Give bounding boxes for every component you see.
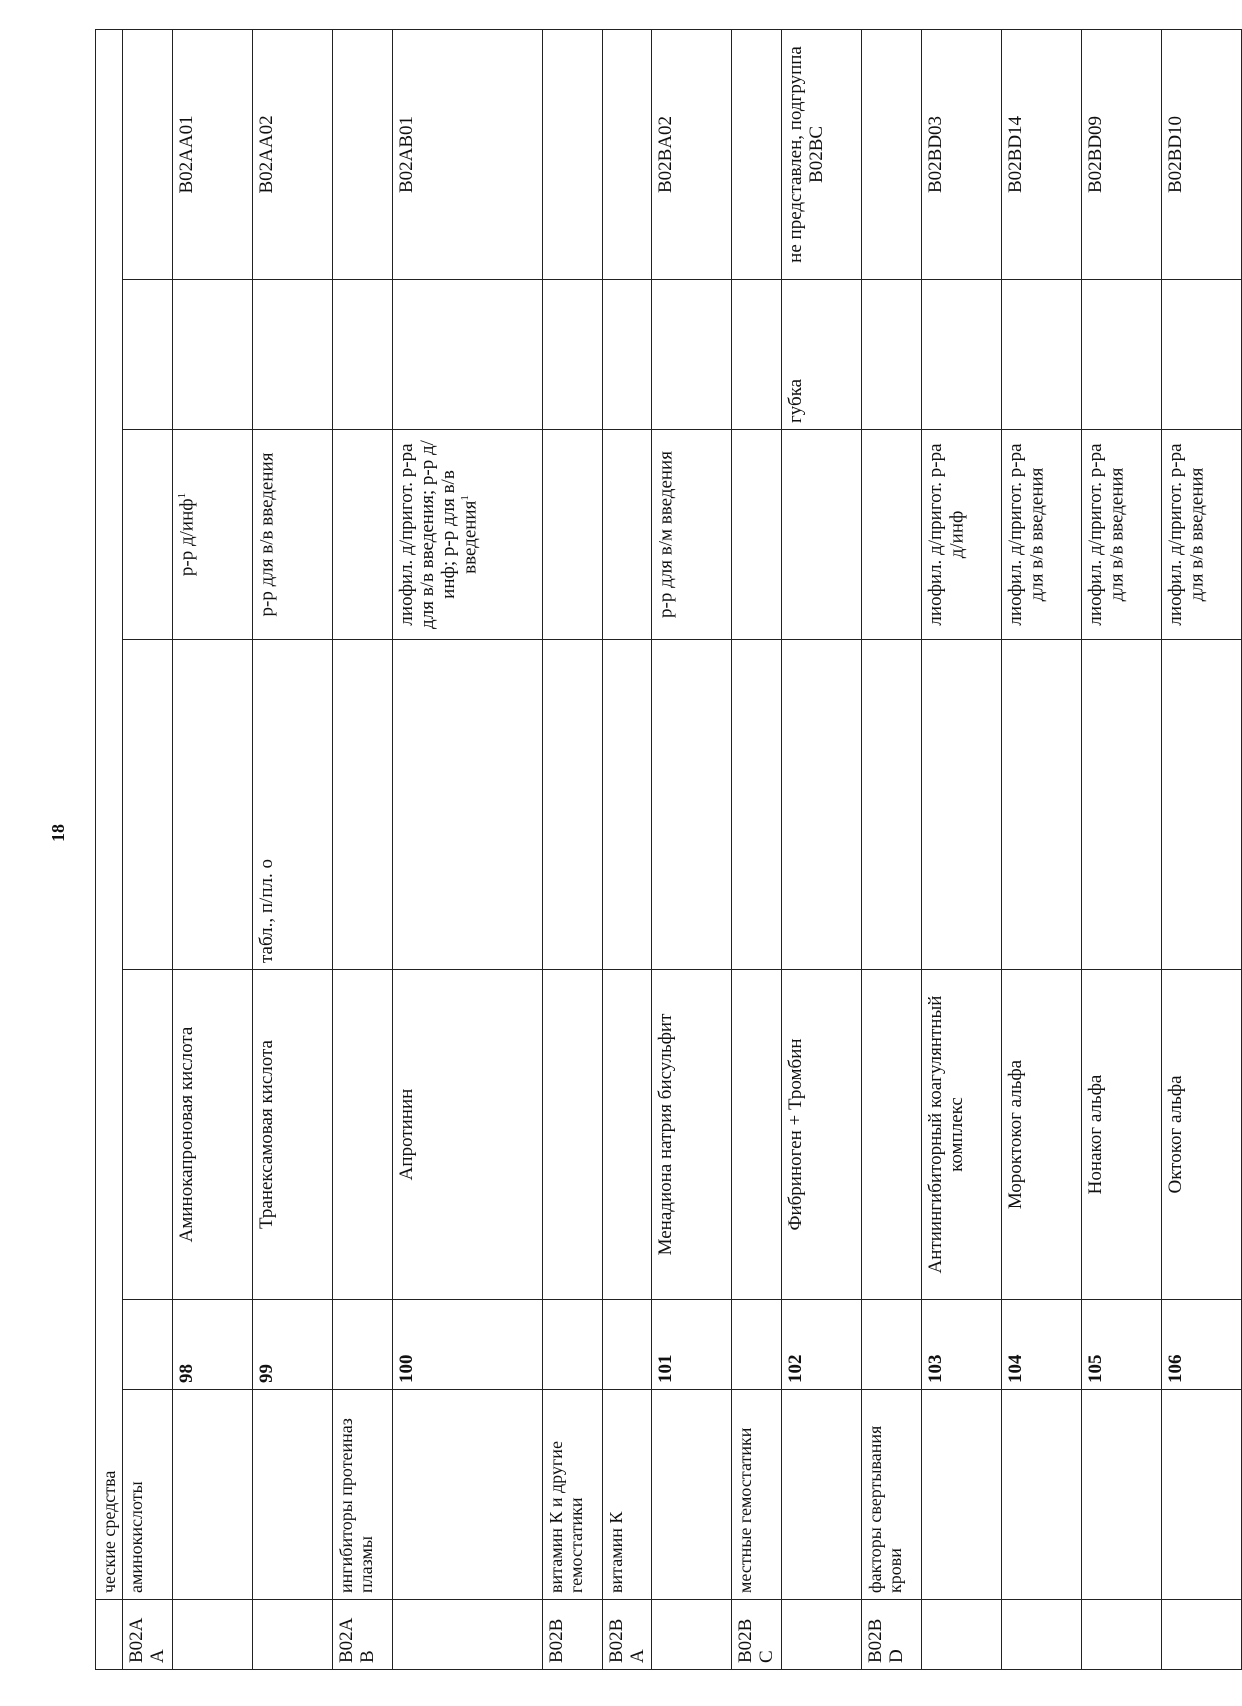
drug-name-cell: Апротинин xyxy=(392,970,542,1300)
atc-code-cell: B02AB01 xyxy=(392,29,542,279)
atc-group-code-cell: B02AB xyxy=(332,1600,392,1670)
group-name-cell: аминокислоты xyxy=(123,1390,173,1600)
dosage-form-text: лиофил. д/пригот. р-ра для в/в введения xyxy=(1004,443,1048,626)
group-name-cell: витамин К и другие гемостатики xyxy=(542,1390,602,1600)
empty-cell xyxy=(332,640,392,970)
drug-number-cell: 104 xyxy=(1001,1300,1081,1390)
dosage-form-tablets-cell xyxy=(172,640,252,970)
table-row-group xyxy=(96,29,123,1669)
empty-cell xyxy=(542,640,602,970)
group-name-cell xyxy=(781,1390,861,1600)
empty-cell xyxy=(542,430,602,640)
group-name-cell: ингибиторы протеиназ плазмы xyxy=(332,1390,392,1600)
empty-cell xyxy=(332,280,392,430)
dosage-form-tablets-cell xyxy=(921,640,1001,970)
group-name-cell: местные гемостатики xyxy=(732,1390,782,1600)
empty-cell xyxy=(602,430,652,640)
empty-cell xyxy=(332,1300,392,1390)
group-name-cell xyxy=(1161,1390,1241,1600)
drug-name-cell: Мороктоког альфа xyxy=(1001,970,1081,1300)
empty-cell xyxy=(861,970,921,1300)
group-name-cell xyxy=(172,1390,252,1600)
atc-group-code-cell xyxy=(652,1600,732,1670)
drug-number-cell: 106 xyxy=(1161,1300,1241,1390)
page-number: 18 xyxy=(48,824,68,842)
dosage-form-text: р-р для в/в введения xyxy=(256,452,278,617)
atc-code-cell: B02BA02 xyxy=(652,29,732,279)
drug-number-cell: 101 xyxy=(652,1300,732,1390)
dosage-form-local-cell xyxy=(172,280,252,430)
dosage-form-local-cell xyxy=(652,280,732,430)
group-name-cell xyxy=(392,1390,542,1600)
dosage-form-text: лиофил. д/пригот. р-ра д/инф xyxy=(924,443,968,626)
empty-cell xyxy=(123,430,173,640)
empty-cell xyxy=(732,640,782,970)
empty-cell xyxy=(861,29,921,279)
atc-group-code-cell xyxy=(172,1600,252,1670)
atc-code-cell: B02AA02 xyxy=(252,29,332,279)
table-row-drug xyxy=(781,29,861,1669)
table-row-drug xyxy=(1001,29,1081,1669)
empty-cell xyxy=(123,29,173,279)
empty-cell xyxy=(861,640,921,970)
drug-number-cell: 98 xyxy=(172,1300,252,1390)
table-row-group xyxy=(602,29,652,1669)
empty-cell xyxy=(542,29,602,279)
atc-group-code-cell: B02AA xyxy=(123,1600,173,1670)
dosage-form-local-cell xyxy=(921,280,1001,430)
footnote-marker: 1 xyxy=(459,495,472,501)
dosage-form-text: лиофил. д/пригот. р-ра для в/в введения; р-р д/инф; р-р для в/в введения xyxy=(395,440,481,629)
dosage-form-injection-cell xyxy=(252,430,332,640)
dosage-form-injection-cell xyxy=(392,430,542,640)
drug-number-cell: 105 xyxy=(1081,1300,1161,1390)
dosage-form-tablets-cell xyxy=(1081,640,1161,970)
empty-cell xyxy=(123,280,173,430)
drug-number-cell: 99 xyxy=(252,1300,332,1390)
dosage-form-tablets-cell: табл., п/пл. о xyxy=(252,640,332,970)
dosage-form-tablets-cell xyxy=(1161,640,1241,970)
group-name-cell xyxy=(652,1390,732,1600)
dosage-form-injection-cell xyxy=(652,430,732,640)
table-row-group xyxy=(732,29,782,1669)
table-row-drug xyxy=(172,29,252,1669)
empty-cell xyxy=(732,970,782,1300)
drug-number-cell: 100 xyxy=(392,1300,542,1390)
atc-group-code-cell xyxy=(252,1600,332,1670)
table-row-group xyxy=(542,29,602,1669)
dosage-form-text: р-р д/инф xyxy=(176,498,198,577)
drug-name-cell: Транексамовая кислота xyxy=(252,970,332,1300)
empty-cell xyxy=(123,1300,173,1390)
drug-name-cell: Аминокапроновая кислота xyxy=(172,970,252,1300)
dosage-form-tablets-cell xyxy=(781,640,861,970)
dosage-form-local-cell xyxy=(1161,280,1241,430)
dosage-form-text: лиофил. д/пригот. р-ра для в/в введения xyxy=(1164,443,1208,626)
empty-cell xyxy=(861,1300,921,1390)
atc-code-cell: B02AA01 xyxy=(172,29,252,279)
empty-cell xyxy=(602,280,652,430)
group-name-cell xyxy=(1001,1390,1081,1600)
atc-group-code-cell xyxy=(96,1600,123,1670)
dosage-form-local-cell xyxy=(252,280,332,430)
group-name-cell: ческие средства xyxy=(96,29,123,1599)
drug-name-cell: Фибриноген + Тромбин xyxy=(781,970,861,1300)
empty-cell xyxy=(602,29,652,279)
dosage-form-tablets-cell xyxy=(392,640,542,970)
empty-cell xyxy=(332,970,392,1300)
empty-cell xyxy=(861,280,921,430)
empty-cell xyxy=(123,970,173,1300)
atc-code-cell: B02BD14 xyxy=(1001,29,1081,279)
dosage-form-injection-cell xyxy=(1161,430,1241,640)
table-row-group xyxy=(861,29,921,1669)
dosage-form-tablets-cell xyxy=(1001,640,1081,970)
atc-group-code-cell xyxy=(392,1600,542,1670)
empty-cell xyxy=(732,430,782,640)
atc-group-code-cell xyxy=(1081,1600,1161,1670)
dosage-form-local-cell xyxy=(1001,280,1081,430)
atc-code-cell: B02BD09 xyxy=(1081,29,1161,279)
atc-group-code-cell: B02BC xyxy=(732,1600,782,1670)
drug-name-cell: Антиингибиторный коагулянтный комплекс xyxy=(921,970,1001,1300)
dosage-form-local-cell xyxy=(392,280,542,430)
footnote-marker: 1 xyxy=(175,492,188,499)
table-row-group xyxy=(123,29,173,1669)
atc-group-code-cell xyxy=(921,1600,1001,1670)
dosage-form-injection-cell xyxy=(172,430,252,640)
empty-cell xyxy=(602,640,652,970)
table-row-drug xyxy=(252,29,332,1669)
empty-cell xyxy=(732,1300,782,1390)
dosage-form-local-cell xyxy=(1081,280,1161,430)
dosage-form-injection-cell xyxy=(1001,430,1081,640)
empty-cell xyxy=(732,280,782,430)
drug-number-cell: 103 xyxy=(921,1300,1001,1390)
atc-group-code-cell: B02B xyxy=(542,1600,602,1670)
drug-table-body xyxy=(96,29,1242,1669)
atc-code-cell: не представлен, подгруппа B02BC xyxy=(781,29,861,279)
group-name-cell xyxy=(921,1390,1001,1600)
empty-cell xyxy=(602,1300,652,1390)
empty-cell xyxy=(602,970,652,1300)
table-row-drug xyxy=(1081,29,1161,1669)
empty-cell xyxy=(332,430,392,640)
empty-cell xyxy=(542,1300,602,1390)
table-row-drug xyxy=(652,29,732,1669)
drug-table xyxy=(95,29,1242,1670)
drug-number-cell: 102 xyxy=(781,1300,861,1390)
table-row-drug xyxy=(392,29,542,1669)
dosage-form-injection-cell xyxy=(921,430,1001,640)
empty-cell xyxy=(123,640,173,970)
dosage-form-text: лиофил. д/пригот. р-ра для в/в введения xyxy=(1084,443,1128,626)
group-name-cell xyxy=(1081,1390,1161,1600)
rotated-page-content xyxy=(95,30,1208,1670)
atc-group-code-cell: B02BA xyxy=(602,1600,652,1670)
atc-group-code-cell xyxy=(1161,1600,1241,1670)
atc-group-code-cell xyxy=(1001,1600,1081,1670)
group-name-cell: факторы свертывания крови xyxy=(861,1390,921,1600)
empty-cell xyxy=(542,970,602,1300)
atc-code-cell: B02BD10 xyxy=(1161,29,1241,279)
atc-code-cell: B02BD03 xyxy=(921,29,1001,279)
dosage-form-tablets-cell xyxy=(652,640,732,970)
table-row-drug xyxy=(921,29,1001,1669)
dosage-form-text: р-р для в/м введения xyxy=(655,451,677,618)
drug-name-cell: Нонаког альфа xyxy=(1081,970,1161,1300)
table-row-drug xyxy=(1161,29,1241,1669)
empty-cell xyxy=(732,29,782,279)
dosage-form-injection-cell xyxy=(1081,430,1161,640)
atc-group-code-cell xyxy=(781,1600,861,1670)
table-row-group xyxy=(332,29,392,1669)
atc-group-code-cell: B02BD xyxy=(861,1600,921,1670)
empty-cell xyxy=(332,29,392,279)
dosage-form-local-cell: губка xyxy=(781,280,861,430)
empty-cell xyxy=(861,430,921,640)
drug-name-cell: Менадиона натрия бисульфит xyxy=(652,970,732,1300)
group-name-cell xyxy=(252,1390,332,1600)
drug-name-cell: Октоког альфа xyxy=(1161,970,1241,1300)
group-name-cell: витамин К xyxy=(602,1390,652,1600)
empty-cell xyxy=(542,280,602,430)
dosage-form-injection-cell xyxy=(781,430,861,640)
